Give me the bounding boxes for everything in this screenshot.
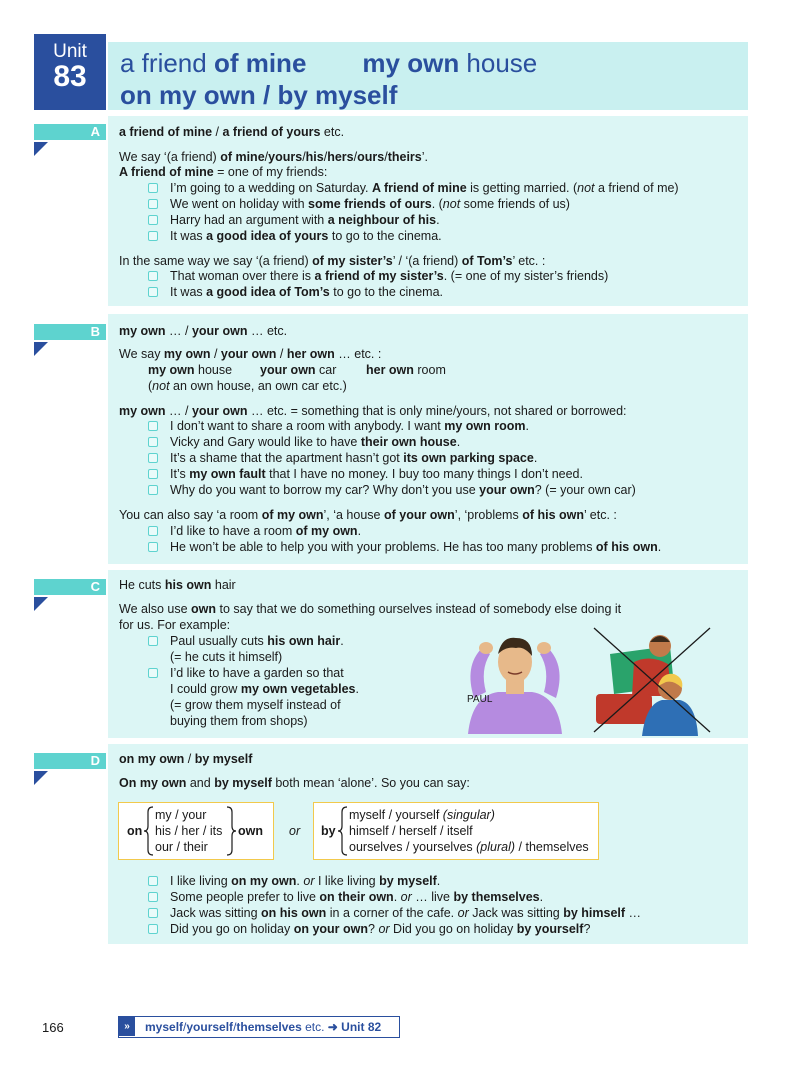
bullet-icon (148, 908, 158, 918)
example-line: Why do you want to borrow my car? Why don’t you use your own? (= your own car) (170, 483, 636, 497)
box-row: his / her / its (155, 824, 223, 838)
bullet-icon (148, 287, 158, 297)
reference-text: myself/yourself/themselves etc. ➜ Unit 82 (145, 1020, 382, 1034)
left-brace-icon (144, 806, 154, 856)
text-line: We also use own to say that we do something ourselves instead of somebody else doing it (119, 602, 622, 616)
example-line: I like living on my own. or I like living by myself. (170, 874, 441, 888)
unit-badge (34, 34, 106, 110)
example-line: It’s a shame that the apartment hasn’t got its own parking space. (170, 451, 538, 465)
bullet-icon (148, 485, 158, 495)
example-line: I’d like to have a room of my own. (170, 524, 362, 538)
box-row: ourselves / yourselves (plural) / themselves (349, 840, 589, 854)
barber-crossed-out-illustration (590, 624, 714, 736)
section-d-heading: on my own / by myself (119, 752, 253, 766)
bullet-icon (148, 668, 158, 678)
bullet-icon (148, 542, 158, 552)
example-line: (= he cuts it himself) (170, 650, 283, 664)
double-chevron-icon: » (119, 1017, 135, 1036)
example-line: That woman over there is a friend of my sister’s. (= one of my sister’s friends) (170, 269, 609, 283)
paul-cutting-hair-illustration (450, 626, 580, 734)
example-line: Did you go on holiday on your own? or Did you go on holiday by yourself? (170, 922, 591, 936)
box-row: himself / herself / itself (349, 824, 473, 838)
example-line: Jack was sitting on his own in a corner of the cafe. or Jack was sitting by himself … (170, 906, 642, 920)
box-own-word: own (238, 824, 263, 838)
tab-corner (34, 342, 48, 356)
tab-corner (34, 142, 48, 156)
section-d-tab: D (34, 753, 106, 769)
phrase-her-own-room: her own room (366, 363, 446, 377)
bullet-icon (148, 469, 158, 479)
text-line: (not an own house, an own car etc.) (148, 379, 347, 393)
tab-corner (34, 771, 48, 785)
unit-word: Unit (53, 41, 87, 62)
section-b-heading: my own … / your own … etc. (119, 324, 288, 338)
tab-corner (34, 597, 48, 611)
section-b-tab: B (34, 324, 106, 340)
box-on-word: on (127, 824, 143, 838)
example-line: I could grow my own vegetables. (170, 682, 359, 696)
bullet-icon (148, 526, 158, 536)
box-row: our / their (155, 840, 208, 854)
bullet-icon (148, 271, 158, 281)
example-line: Vicky and Gary would like to have their own house. (170, 435, 461, 449)
example-line: I don’t want to share a room with anybody. I want my own room. (170, 419, 529, 433)
example-line: It was a good idea of Tom’s to go to the cinema. (170, 285, 444, 299)
bullet-icon (148, 183, 158, 193)
text-line: We say ‘(a friend) of mine/yours/his/hers/ours/theirs’. (119, 150, 428, 164)
title-line-1: a friend of mine my own house (120, 48, 538, 78)
text-line: for us. For example: (119, 618, 231, 632)
example-line: It was a good idea of yours to go to the cinema. (170, 229, 442, 243)
section-a-heading: a friend of mine / a friend of yours etc. (119, 125, 345, 139)
bullet-icon (148, 924, 158, 934)
example-line: He won’t be able to help you with your problems. He has too many problems of his own. (170, 540, 662, 554)
bullet-icon (148, 892, 158, 902)
text-line: We say my own / your own / her own … etc. : (119, 347, 382, 361)
bullet-icon (148, 636, 158, 646)
text-line: my own … / your own … etc. = something that is only mine/yours, not shared or borrowed: (119, 404, 627, 418)
bullet-icon (148, 876, 158, 886)
example-line: I’m going to a wedding on Saturday. A friend of mine is getting married. (not a friend of me) (170, 181, 679, 195)
box-row: my / your (155, 808, 207, 822)
example-line: buying them from shops) (170, 714, 308, 728)
paul-label: PAUL (467, 694, 493, 705)
page-number: 166 (42, 1020, 64, 1035)
example-line: Some people prefer to live on their own. or … live by themselves. (170, 890, 544, 904)
box-row: myself / yourself (singular) (349, 808, 495, 822)
bullet-icon (148, 199, 158, 209)
example-line: Harry had an argument with a neighbour of his. (170, 213, 440, 227)
section-c-heading: He cuts his own hair (119, 578, 236, 592)
example-line: We went on holiday with some friends of ours. (not some friends of us) (170, 197, 570, 211)
example-line: (= grow them myself instead of (170, 698, 341, 712)
section-c-tab: C (34, 579, 106, 595)
box-by-word: by (321, 824, 336, 838)
left-brace-icon (338, 806, 348, 856)
bullet-icon (148, 215, 158, 225)
phrase-my-own-house: my own house (148, 363, 233, 377)
section-a-tab: A (34, 124, 106, 140)
phrase-your-own-car: your own car (260, 363, 337, 377)
text-line: A friend of mine = one of my friends: (119, 165, 328, 179)
unit-reference-link[interactable] (118, 1016, 400, 1038)
bullet-icon (148, 437, 158, 447)
right-brace-icon (226, 806, 236, 856)
bullet-icon (148, 453, 158, 463)
example-line: Paul usually cuts his own hair. (170, 634, 344, 648)
bullet-icon (148, 231, 158, 241)
bullet-icon (148, 421, 158, 431)
or-word: or (289, 824, 301, 838)
text-line: On my own and by myself both mean ‘alone’. So you can say: (119, 776, 470, 790)
unit-number: 83 (53, 60, 87, 93)
example-line: It’s my own fault that I have no money. I buy too many things I don’t need. (170, 467, 583, 481)
text-line: You can also say ‘a room of my own’, ‘a house of your own’, ‘problems of his own’ etc. : (119, 508, 617, 522)
text-line: In the same way we say ‘(a friend) of my sister’s’ / ‘(a friend) of Tom’s’ etc. : (119, 254, 546, 268)
example-line: I’d like to have a garden so that (170, 666, 344, 680)
title-line-2: on my own / by myself (120, 80, 398, 110)
